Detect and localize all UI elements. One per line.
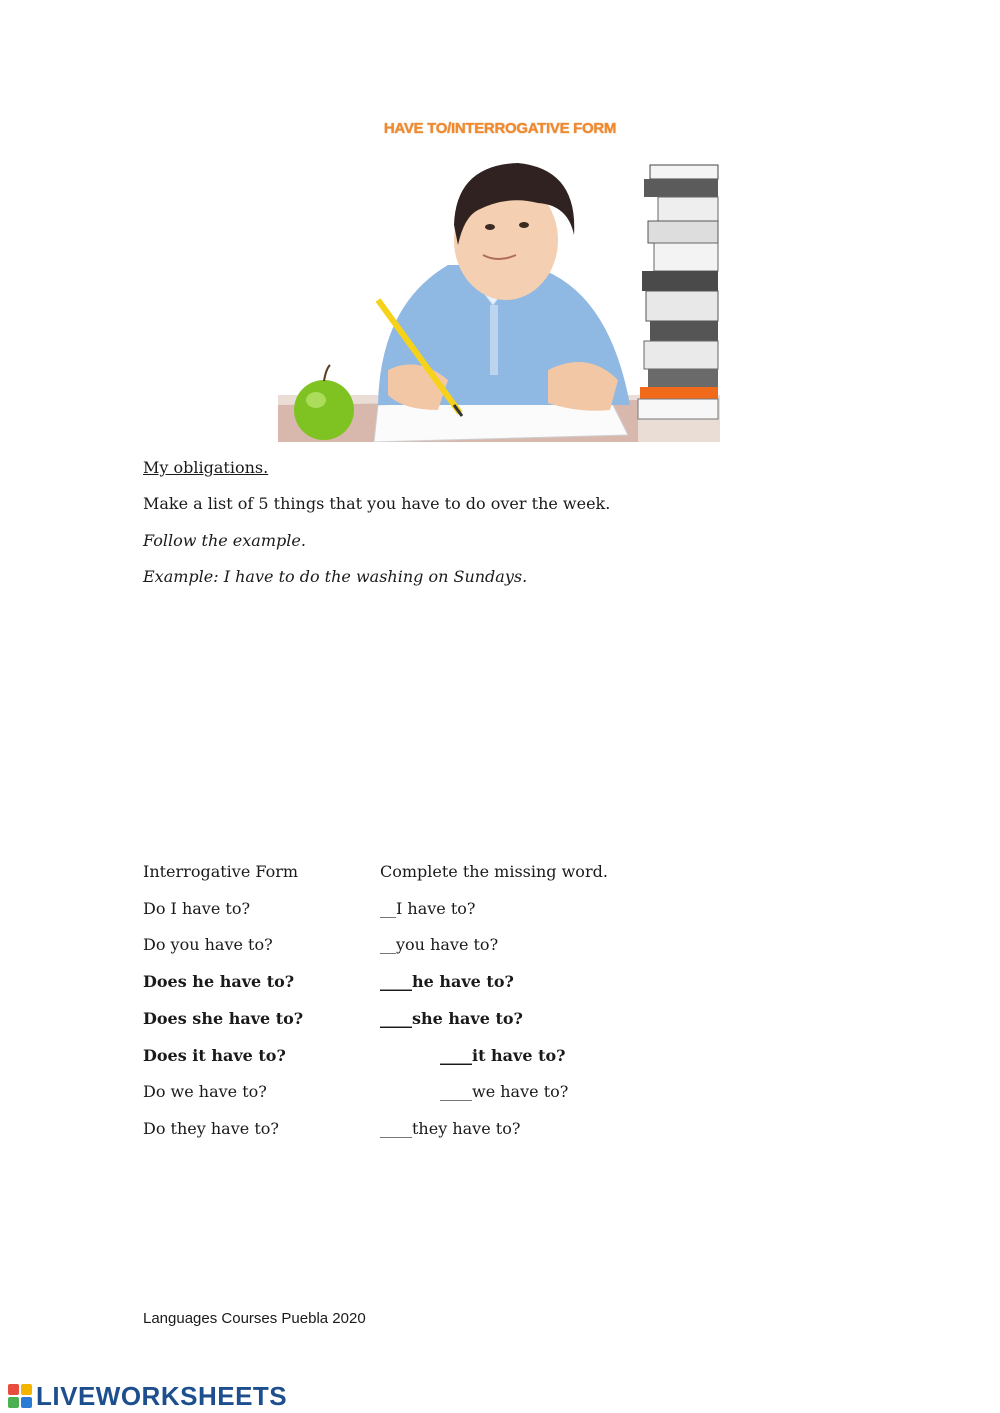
brand-name: LIVEWORKSHEETS <box>36 1380 288 1411</box>
instruction-text: Make a list of 5 things that you have to do over the week. <box>143 494 611 513</box>
table-row-right: ____it have to? <box>440 1046 566 1065</box>
table-row-right: ____he have to? <box>380 972 514 991</box>
table-row-right: __you have to? <box>380 935 499 954</box>
table-row-right: __I have to? <box>380 899 476 918</box>
table-header-left: Interrogative Form <box>143 862 299 881</box>
table-row-left: Do I have to? <box>143 899 251 918</box>
table-row-left: Do we have to? <box>143 1082 267 1101</box>
table-row-left: Does it have to? <box>143 1046 286 1065</box>
table-row-right: ____they have to? <box>380 1119 521 1138</box>
boy-studying-illustration <box>278 155 720 442</box>
example-text: Example: I have to do the washing on Sundays. <box>143 567 528 586</box>
table-row-left: Do they have to? <box>143 1119 279 1138</box>
table-header-right: Complete the missing word. <box>380 862 608 881</box>
table-row-right: ____she have to? <box>380 1009 523 1028</box>
follow-text: Follow the example. <box>143 531 306 550</box>
liveworksheets-logo[interactable] <box>8 1380 287 1412</box>
table-row-left: Do you have to? <box>143 935 273 954</box>
worksheet-title: HAVE TO/INTERROGATIVE FORM <box>383 120 617 137</box>
table-row-left: Does he have to? <box>143 972 295 991</box>
footer-text: Languages Courses Puebla 2020 <box>143 1310 366 1327</box>
table-row-right: ____we have to? <box>440 1082 569 1101</box>
table-row-left: Does she have to? <box>143 1009 304 1028</box>
liveworksheets-icon <box>8 1384 32 1408</box>
section-heading: My obligations. <box>143 458 269 477</box>
